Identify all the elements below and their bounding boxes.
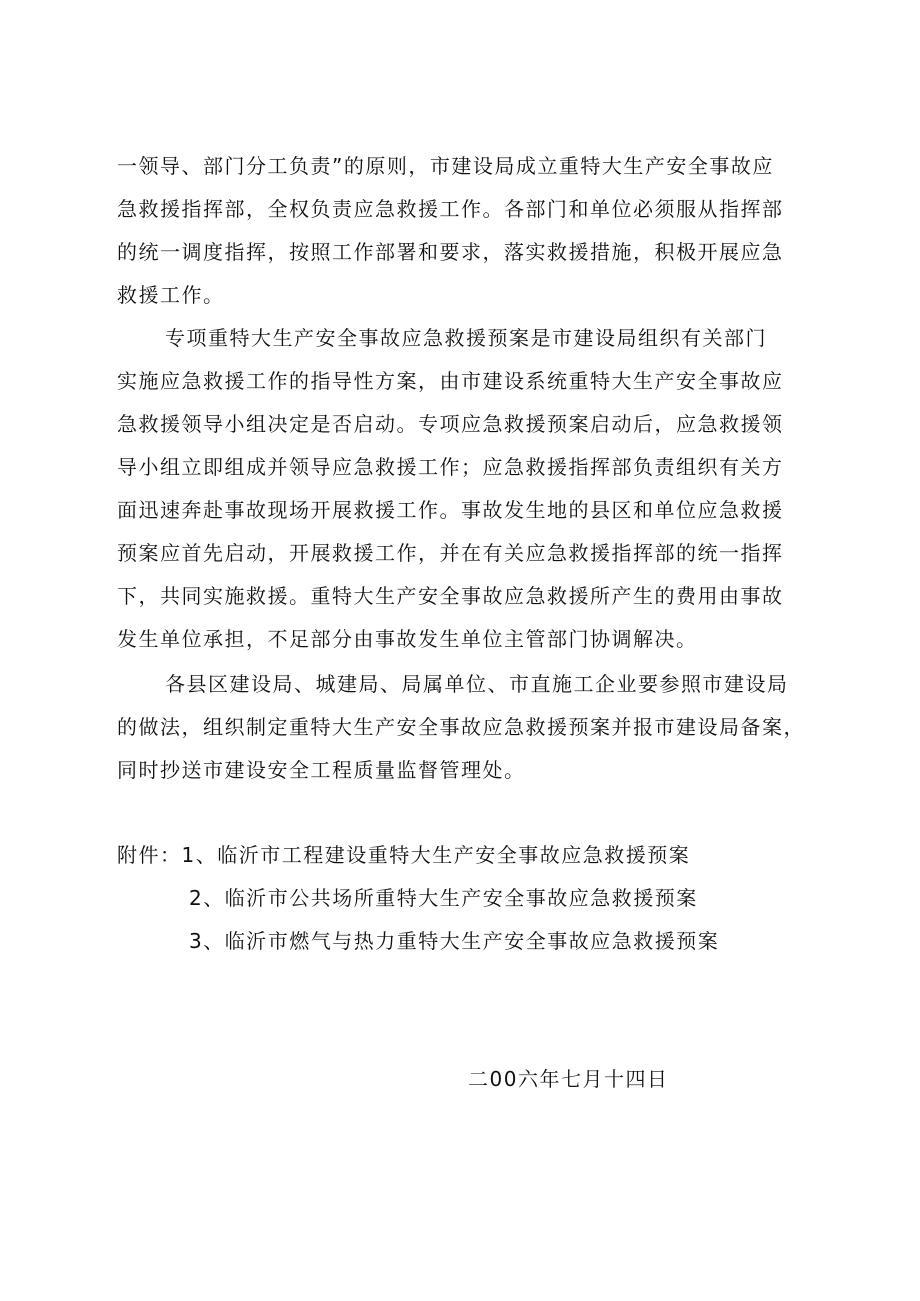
paragraph-2-line-6: 预案应首先启动，开展救援工作，并在有关应急救援指挥部的统一指挥 (117, 541, 784, 565)
paragraph-2-line-3: 急救援领导小组决定是否启动。专项应急救援预案启动后，应急救援领 (117, 412, 784, 436)
attachment-item-3: 3、临沂市燃气与热力重特大生产安全事故应急救援预案 (189, 929, 720, 953)
paragraph-2-line-8: 发生单位承担，不足部分由事故发生单位主管部门协调解决。 (117, 627, 698, 651)
paragraph-2-line-1: 专项重特大生产安全事故应急救援预案是市建设局组织有关部门 (165, 326, 767, 350)
paragraph-1-line-1: 一领导、部门分工负责”的原则，市建设局成立重特大生产安全事故应 (117, 154, 774, 178)
paragraph-3-line-2: 的做法，组织制定重特大生产安全事故应急救援预案并报市建设局备案， (117, 715, 805, 739)
paragraph-2-line-4: 导小组立即组成并领导应急救援工作；应急救援指挥部负责组织有关方 (117, 455, 784, 479)
paragraph-1-line-2: 急救援指挥部，全权负责应急救援工作。各部门和单位必须服从指挥部 (117, 197, 784, 221)
attachment-label: 附件： (117, 843, 182, 867)
paragraph-1-line-3: 的统一调度指挥，按照工作部署和要求，落实救援措施，积极开展应急 (117, 240, 784, 264)
attachment-item-1 (117, 841, 837, 869)
paragraph-2-line-5: 面迅速奔赴事故现场开展救援工作。事故发生地的县区和单位应急救援 (117, 498, 784, 522)
paragraph-2-line-7: 下，共同实施救援。重特大生产安全事故应急救援所产生的费用由事故 (117, 584, 784, 608)
attachment-item-1-text: 1、临沂市工程建设重特大生产安全事故应急救援预案 (181, 843, 691, 867)
paragraph-3-line-1: 各县区建设局、城建局、局属单位、市直施工企业要参照市建设局 (165, 672, 789, 696)
paragraph-3-line-3: 同时抄送市建设安全工程质量监督管理处。 (117, 758, 526, 782)
document-date: 二00六年七月十四日 (468, 1067, 669, 1091)
attachment-item-2: 2、临沂市公共场所重特大生产安全事故应急救援预案 (189, 886, 698, 910)
paragraph-2-line-2: 实施应急救援工作的指导性方案，由市建设系统重特大生产安全事故应 (117, 369, 784, 393)
paragraph-1-line-4: 救援工作。 (117, 283, 225, 307)
